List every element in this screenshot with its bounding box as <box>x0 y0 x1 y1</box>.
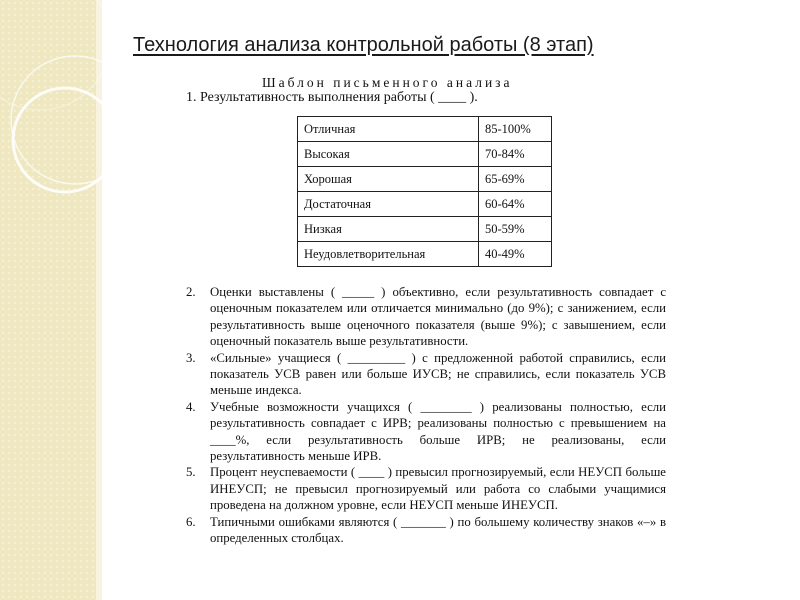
range-cell: 50-59% <box>479 217 552 242</box>
item-text: «Сильные» учащиеся ( _________ ) с предложенной работой справились, если показатель УСВ равен или больше ИУСВ; не справились, если показатель УСВ меньше индекса. <box>210 350 666 398</box>
list-item <box>186 514 666 547</box>
table-row <box>298 117 552 142</box>
list-item <box>186 284 666 350</box>
level-cell: Неудовлетворительная <box>298 242 479 267</box>
list-item <box>186 464 666 513</box>
table-row <box>298 217 552 242</box>
item-text: Учебные возможности учащихся ( ________ ) реализованы полностью, если результативность совпадает с ИРВ; реализованы полностью с превышением на ____%, если результативность больше ИРВ; не реализованы, если результативность меньше ИРВ. <box>210 399 666 464</box>
range-cell: 65-69% <box>479 167 552 192</box>
document-heading: Шаблон письменного анализа <box>262 75 513 90</box>
list-item <box>186 350 666 399</box>
decorative-circles <box>0 0 140 220</box>
level-cell: Низкая <box>298 217 479 242</box>
slide-title: Технология анализа контрольной работы (8 этап) <box>133 34 594 56</box>
table-row <box>298 192 552 217</box>
level-cell: Хорошая <box>298 167 479 192</box>
item-text: Оценки выставлены ( _____ ) объективно, если результативность совпадает с оценочным показателем или отличается минимально (до 9%); с занижением, если результативность выше оценочного показателя (выше 9%); с завышением, если оценочный показатель выше результативности. <box>210 285 666 349</box>
table-row <box>298 242 552 267</box>
list-item <box>186 399 666 465</box>
level-cell: Отличная <box>298 117 479 142</box>
results-table <box>297 116 552 267</box>
item-number: 6. <box>186 514 196 529</box>
range-cell: 70-84% <box>479 142 552 167</box>
item-text: Процент неуспеваемости ( ____ ) превысил прогнозируемый, если НЕУСП больше ИНЕУСП; не превысил прогнозируемый или работа со слабыми учащимися проведена на должном уровне, если НЕУСП меньше ИНЕУСП. <box>210 465 666 513</box>
table-row <box>298 167 552 192</box>
level-cell: Достаточная <box>298 192 479 217</box>
item-number: 2. <box>186 285 196 299</box>
range-cell: 40-49% <box>479 242 552 267</box>
item-number: 3. <box>186 350 196 365</box>
level-cell: Высокая <box>298 142 479 167</box>
item-1: 1. Результативность выполнения работы ( ____ ). <box>186 90 478 105</box>
item-number: 5. <box>186 465 196 480</box>
range-cell: 85-100% <box>479 117 552 142</box>
analysis-items <box>186 284 666 547</box>
item-number: 4. <box>186 399 196 414</box>
table-row <box>298 142 552 167</box>
range-cell: 60-64% <box>479 192 552 217</box>
item-text: Типичными ошибками являются ( _______ ) по большему количеству знаков «–» в определенных столбцах. <box>210 514 666 546</box>
